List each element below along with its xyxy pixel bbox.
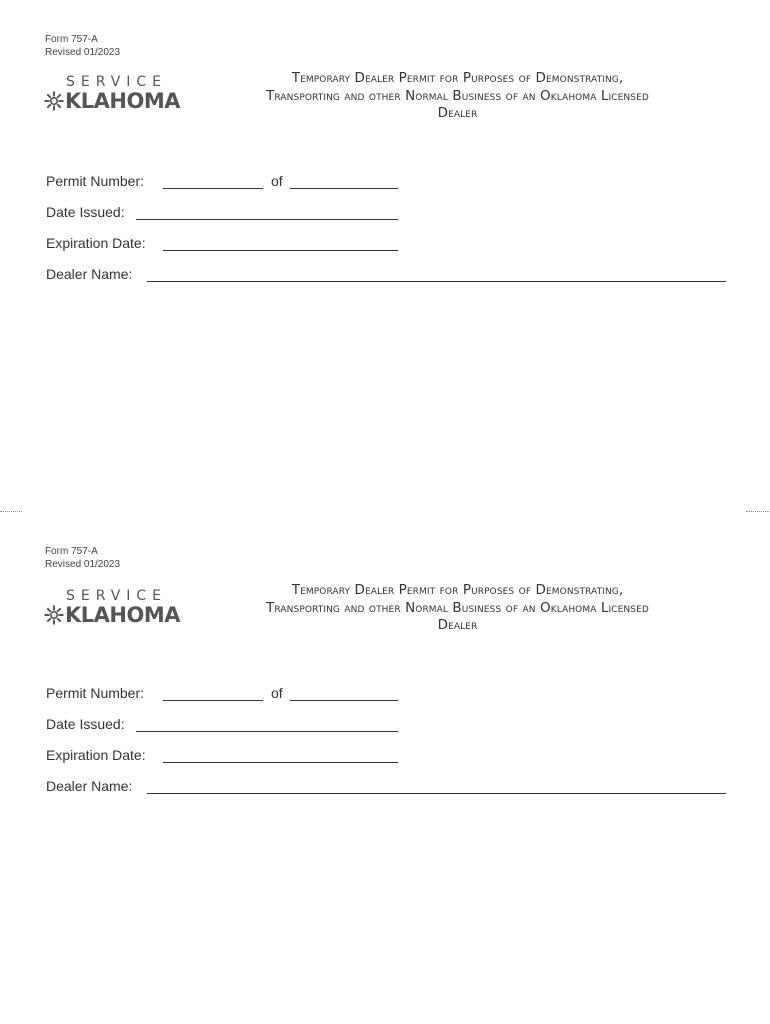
revised-date: Revised 01/2023 (45, 47, 121, 58)
title-line-1: Temporary Dealer Permit for Purposes of Demonstrating, (291, 582, 624, 598)
permit-number-label: Permit Number: (46, 173, 145, 189)
expiration-date-row (46, 234, 736, 265)
expiration-date-label: Expiration Date: (46, 747, 146, 763)
dealer-name-blank[interactable] (147, 281, 726, 282)
form-number: Form 757-A (45, 34, 98, 45)
oklahoma-star-icon (44, 605, 64, 625)
title-line-3: Dealer (437, 617, 478, 633)
permit-number-row (46, 684, 736, 715)
date-issued-row (46, 715, 736, 746)
form-title (200, 70, 715, 123)
form-copy-bottom (0, 512, 770, 1012)
oklahoma-star-icon (44, 91, 64, 111)
permit-number-row (46, 172, 736, 203)
dealer-name-row (46, 265, 736, 296)
form-title (200, 582, 715, 635)
dealer-name-label: Dealer Name: (46, 778, 133, 794)
logo-service-text: SERVICE (66, 74, 168, 90)
service-oklahoma-logo (44, 588, 194, 628)
permit-total-blank[interactable] (290, 188, 398, 189)
date-issued-blank[interactable] (136, 219, 398, 220)
date-issued-label: Date Issued: (46, 204, 125, 220)
form-meta (45, 545, 120, 571)
date-issued-blank[interactable] (136, 731, 398, 732)
expiration-date-blank[interactable] (163, 250, 398, 251)
date-issued-row (46, 203, 736, 234)
permit-fields (46, 684, 736, 808)
expiration-date-label: Expiration Date: (46, 235, 146, 251)
title-line-2: Transporting and other Normal Business of an Oklahoma Licensed (266, 87, 649, 104)
dealer-name-blank[interactable] (147, 793, 726, 794)
expiration-date-blank[interactable] (163, 762, 398, 763)
expiration-date-row (46, 746, 736, 777)
permit-number-blank[interactable] (163, 188, 263, 189)
date-issued-label: Date Issued: (46, 716, 125, 732)
title-line-2: Transporting and other Normal Business of an Oklahoma Licensed (266, 599, 649, 616)
logo-oklahoma-text: KLAHOMA (65, 603, 180, 627)
permit-number-blank[interactable] (163, 700, 263, 701)
form-meta (45, 33, 120, 59)
service-oklahoma-logo (44, 74, 194, 114)
permit-fields (46, 172, 736, 296)
dealer-name-row (46, 777, 736, 808)
revised-date: Revised 01/2023 (45, 559, 121, 570)
logo-service-text: SERVICE (66, 588, 168, 604)
title-line-3: Dealer (437, 105, 478, 121)
form-number: Form 757-A (45, 546, 98, 557)
of-label: of (271, 173, 283, 189)
form-copy-top (0, 0, 770, 500)
of-label: of (271, 685, 283, 701)
title-line-1: Temporary Dealer Permit for Purposes of Demonstrating, (291, 70, 624, 86)
permit-number-label: Permit Number: (46, 685, 145, 701)
logo-oklahoma-text: KLAHOMA (65, 89, 180, 113)
dealer-name-label: Dealer Name: (46, 266, 133, 282)
permit-total-blank[interactable] (290, 700, 398, 701)
